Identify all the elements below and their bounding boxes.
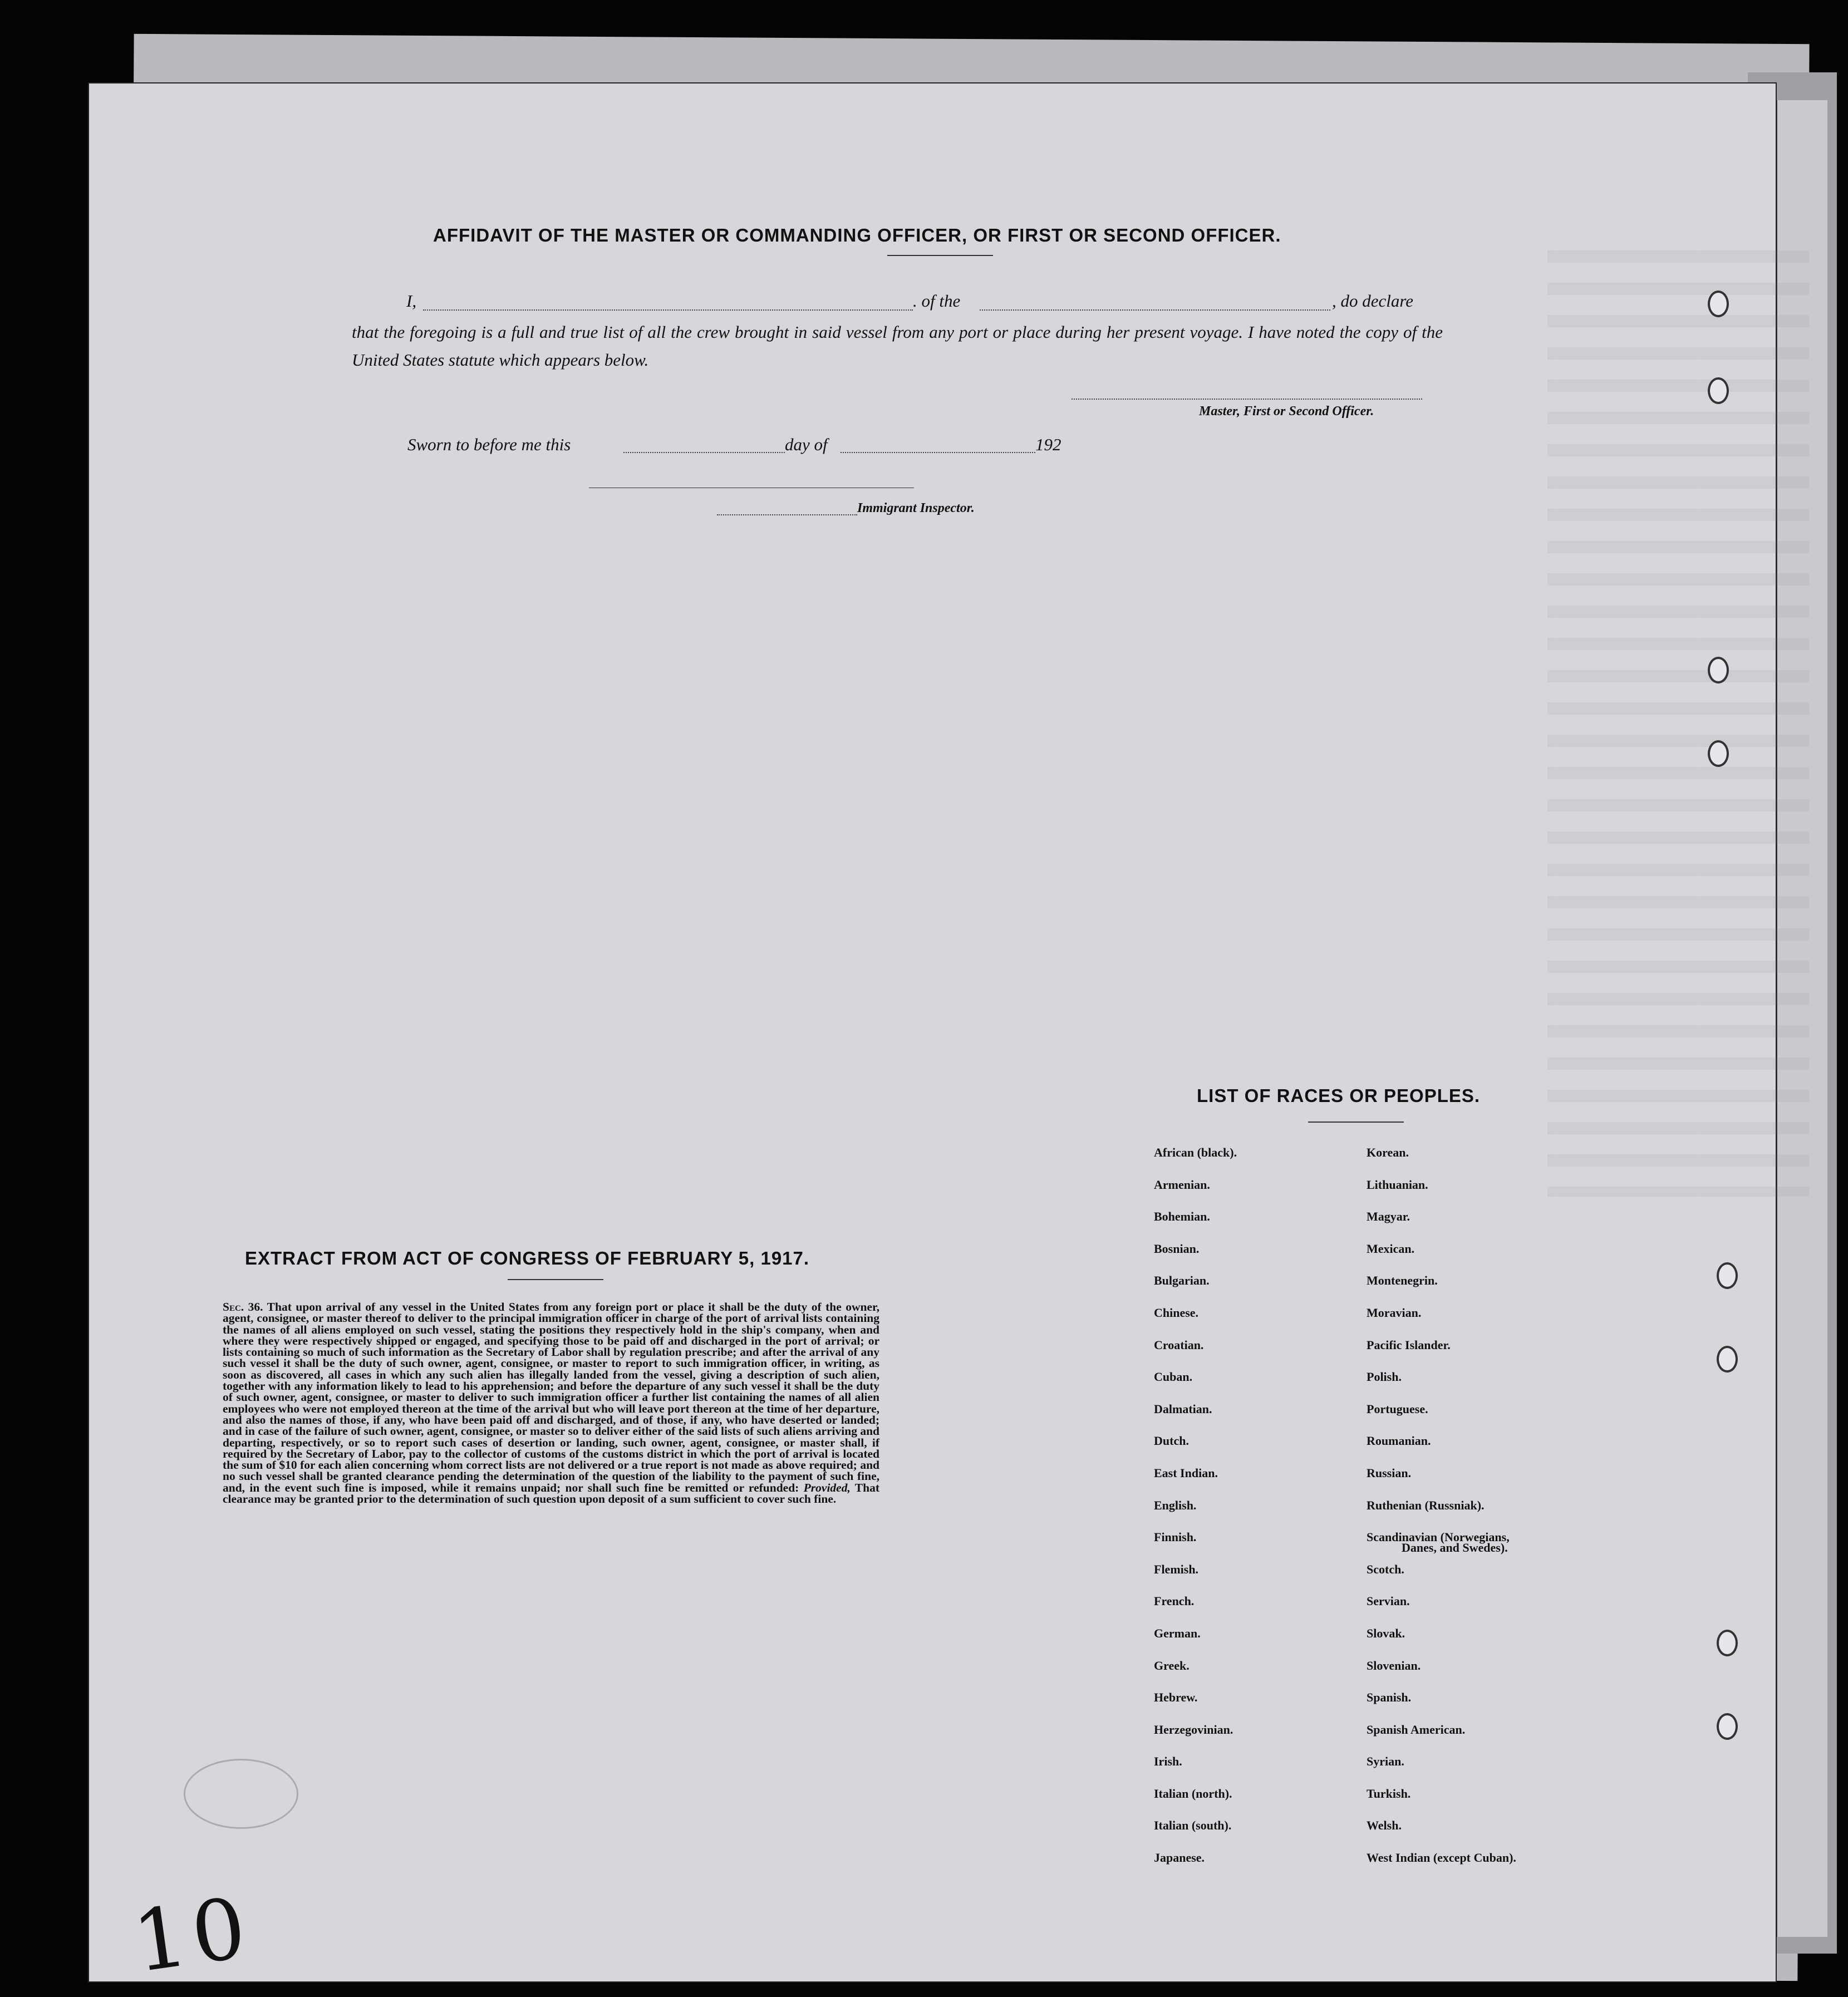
punch-hole-icon: [1717, 1346, 1738, 1373]
race-item: Pacific Islander.: [1367, 1337, 1451, 1352]
race-item: Ruthenian (Russniak).: [1367, 1498, 1485, 1512]
race-item: East Indian.: [1154, 1465, 1218, 1480]
race-item: Bosnian.: [1154, 1241, 1200, 1256]
scandinavian-continuation: Danes, and Swedes).: [1402, 1541, 1508, 1555]
inspector-signature-line[interactable]: [717, 514, 857, 515]
punch-hole-icon: [1717, 1630, 1738, 1656]
race-item: Moravian.: [1367, 1305, 1422, 1320]
race-item: Cuban.: [1154, 1370, 1193, 1384]
race-item: African (black).: [1154, 1145, 1237, 1159]
races-left-column: [1154, 1144, 1237, 1882]
race-item: West Indian (except Cuban).: [1367, 1851, 1516, 1865]
race-item: Welsh.: [1367, 1818, 1402, 1833]
race-item: Irish.: [1154, 1754, 1182, 1769]
affidavit-i: I,: [406, 291, 417, 311]
race-item: Greek.: [1154, 1658, 1190, 1673]
race-item: Slovenian.: [1367, 1658, 1421, 1673]
master-name-line[interactable]: [423, 309, 913, 311]
race-item: Magyar.: [1367, 1209, 1410, 1224]
race-item: Bohemian.: [1154, 1209, 1210, 1224]
race-item: Italian (south).: [1154, 1818, 1232, 1833]
signature-caption: Master, First or Second Officer.: [1199, 404, 1374, 419]
race-item: Dutch.: [1154, 1434, 1189, 1448]
punch-hole-icon: [1708, 657, 1729, 683]
race-item: Turkish.: [1367, 1786, 1411, 1801]
race-item: Chinese.: [1154, 1305, 1199, 1320]
race-item: Montenegrin.: [1367, 1273, 1438, 1288]
punch-hole-icon: [1717, 1262, 1738, 1289]
sworn-day-line[interactable]: [623, 452, 785, 453]
race-item: Dalmatian.: [1154, 1401, 1212, 1416]
race-item: Slovak.: [1367, 1626, 1405, 1640]
race-item: Servian.: [1367, 1594, 1410, 1609]
race-item: Russian.: [1367, 1465, 1412, 1480]
races-title-rule: [1308, 1122, 1404, 1123]
affidavit-declare: , do declare: [1332, 291, 1414, 311]
vessel-name-line[interactable]: [980, 309, 1330, 311]
sworn-month-line[interactable]: [841, 452, 1035, 453]
provided-label: Provided,: [803, 1480, 851, 1494]
race-item: Japanese.: [1154, 1851, 1205, 1865]
affidavit-title: AFFIDAVIT OF THE MASTER OR COMMANDING OFFICER, OR FIRST OR SECOND OFFICER.: [433, 225, 1281, 245]
race-item: Herzegovinian.: [1154, 1722, 1233, 1737]
punch-hole-icon: [1708, 377, 1729, 404]
handwritten-number: 10: [127, 1879, 257, 1991]
extract-text: [223, 1301, 879, 1504]
punch-hole-icon: [1708, 291, 1729, 317]
race-item: Finnish.: [1154, 1530, 1197, 1545]
race-item: French.: [1154, 1594, 1195, 1609]
title-rule: [887, 255, 993, 256]
races-right-column: [1367, 1144, 1516, 1882]
signature-line[interactable]: [1072, 399, 1422, 400]
race-item: Hebrew.: [1154, 1690, 1198, 1705]
affidavit-body: that the foregoing is a full and true list of all the crew brought in said vessel from any port or place during her present voyage. I have noted the copy of the United States statute which appears below.: [352, 322, 1443, 370]
race-item: Syrian.: [1367, 1754, 1404, 1769]
provided-text: That clearance may be granted prior to the determination of such question upon deposit of a sum sufficient to cover such fine.: [223, 1480, 879, 1506]
sworn-year: 192: [1035, 435, 1061, 454]
race-item: Flemish.: [1154, 1562, 1199, 1576]
race-item: Korean.: [1367, 1145, 1409, 1159]
extract-title: EXTRACT FROM ACT OF CONGRESS OF FEBRUARY 5, 1917.: [245, 1248, 810, 1268]
race-item: Portuguese.: [1367, 1401, 1428, 1416]
race-item: Croatian.: [1154, 1337, 1204, 1352]
affidavit-of-the: . of the: [913, 291, 961, 311]
section-label: Sec. 36.: [223, 1300, 263, 1314]
sworn-prefix: Sworn to before me this: [407, 435, 571, 454]
race-item: Armenian.: [1154, 1177, 1210, 1192]
race-item: Roumanian.: [1367, 1434, 1431, 1448]
inspector-caption: Immigrant Inspector.: [857, 501, 975, 515]
race-item: English.: [1154, 1498, 1197, 1512]
race-item: German.: [1154, 1626, 1201, 1640]
punch-hole-icon: [1717, 1713, 1738, 1740]
sworn-day-of: day of: [785, 435, 828, 454]
race-item: Italian (north).: [1154, 1786, 1232, 1801]
race-item: Spanish American.: [1367, 1722, 1466, 1737]
race-item: Scandinavian (Norwegians,: [1367, 1530, 1510, 1545]
punch-hole-icon: [1708, 740, 1729, 767]
race-item: Lithuanian.: [1367, 1177, 1428, 1192]
races-title: LIST OF RACES OR PEOPLES.: [1197, 1085, 1481, 1106]
race-item: Mexican.: [1367, 1241, 1415, 1256]
race-item: Scotch.: [1367, 1562, 1404, 1576]
faded-stamp: [184, 1759, 298, 1829]
bleed-through: [1547, 250, 1809, 1197]
race-item: Bulgarian.: [1154, 1273, 1210, 1288]
race-item: Polish.: [1367, 1370, 1402, 1384]
section-text: That upon arrival of any vessel in the United States from any foreign port or place it shall be the duty of the owner, agent, consignee, or master thereof to deliver to the principal immigration officer in charge of the port of arrival lists containing the names of all aliens employed on such vessel, stating the positions they respectively hold in the ship's company, when and where they were respectively shipped or engaged, and specifying those to be paid off and discharged in the port of arrival; or lists containing so much of such information as the Secretary of Labor shall by regulation prescribe; and after the arrival of any such vessel it shall be the duty of such owner, agent, consignee, or master to report to such immigration officer, in writing, as soon as discovered, all cases in which any such alien has illegally landed from the vessel, giving a description of such alien, together with any information likely to lead to his apprehension; and before the departure of any such vessel it shall be the duty of such owner, agent, consignee, or master to deliver to such immigration officer a further list containing the names of all alien employees who were not employed thereon at the time of the arrival but who will leave port thereon at the time of her departure, and also the names of those, if any, who have been paid off and discharged, and of those, if any, who have deserted or landed; and in case of the failure of such owner, agent, consignee, or master so to deliver either of the said lists of such aliens arriving and departing, respectively, or so to report such cases of desertion or landing, such owner, agent, consignee, or master shall, if required by the Secretary of Labor, pay to the collector of customs of the customs district in which the port of arrival is located the sum of $10 for each alien concerning whom correct lists are not delivered or a true report is not made as above required; and no such vessel shall be granted clearance pending the determination of the question of the liability to the payment of such fine, and, in the event such fine is imposed, while it remains unpaid; nor shall such fine be remitted or refunded:: [223, 1300, 879, 1494]
extract-title-rule: [508, 1279, 603, 1280]
race-item: Spanish.: [1367, 1690, 1412, 1705]
